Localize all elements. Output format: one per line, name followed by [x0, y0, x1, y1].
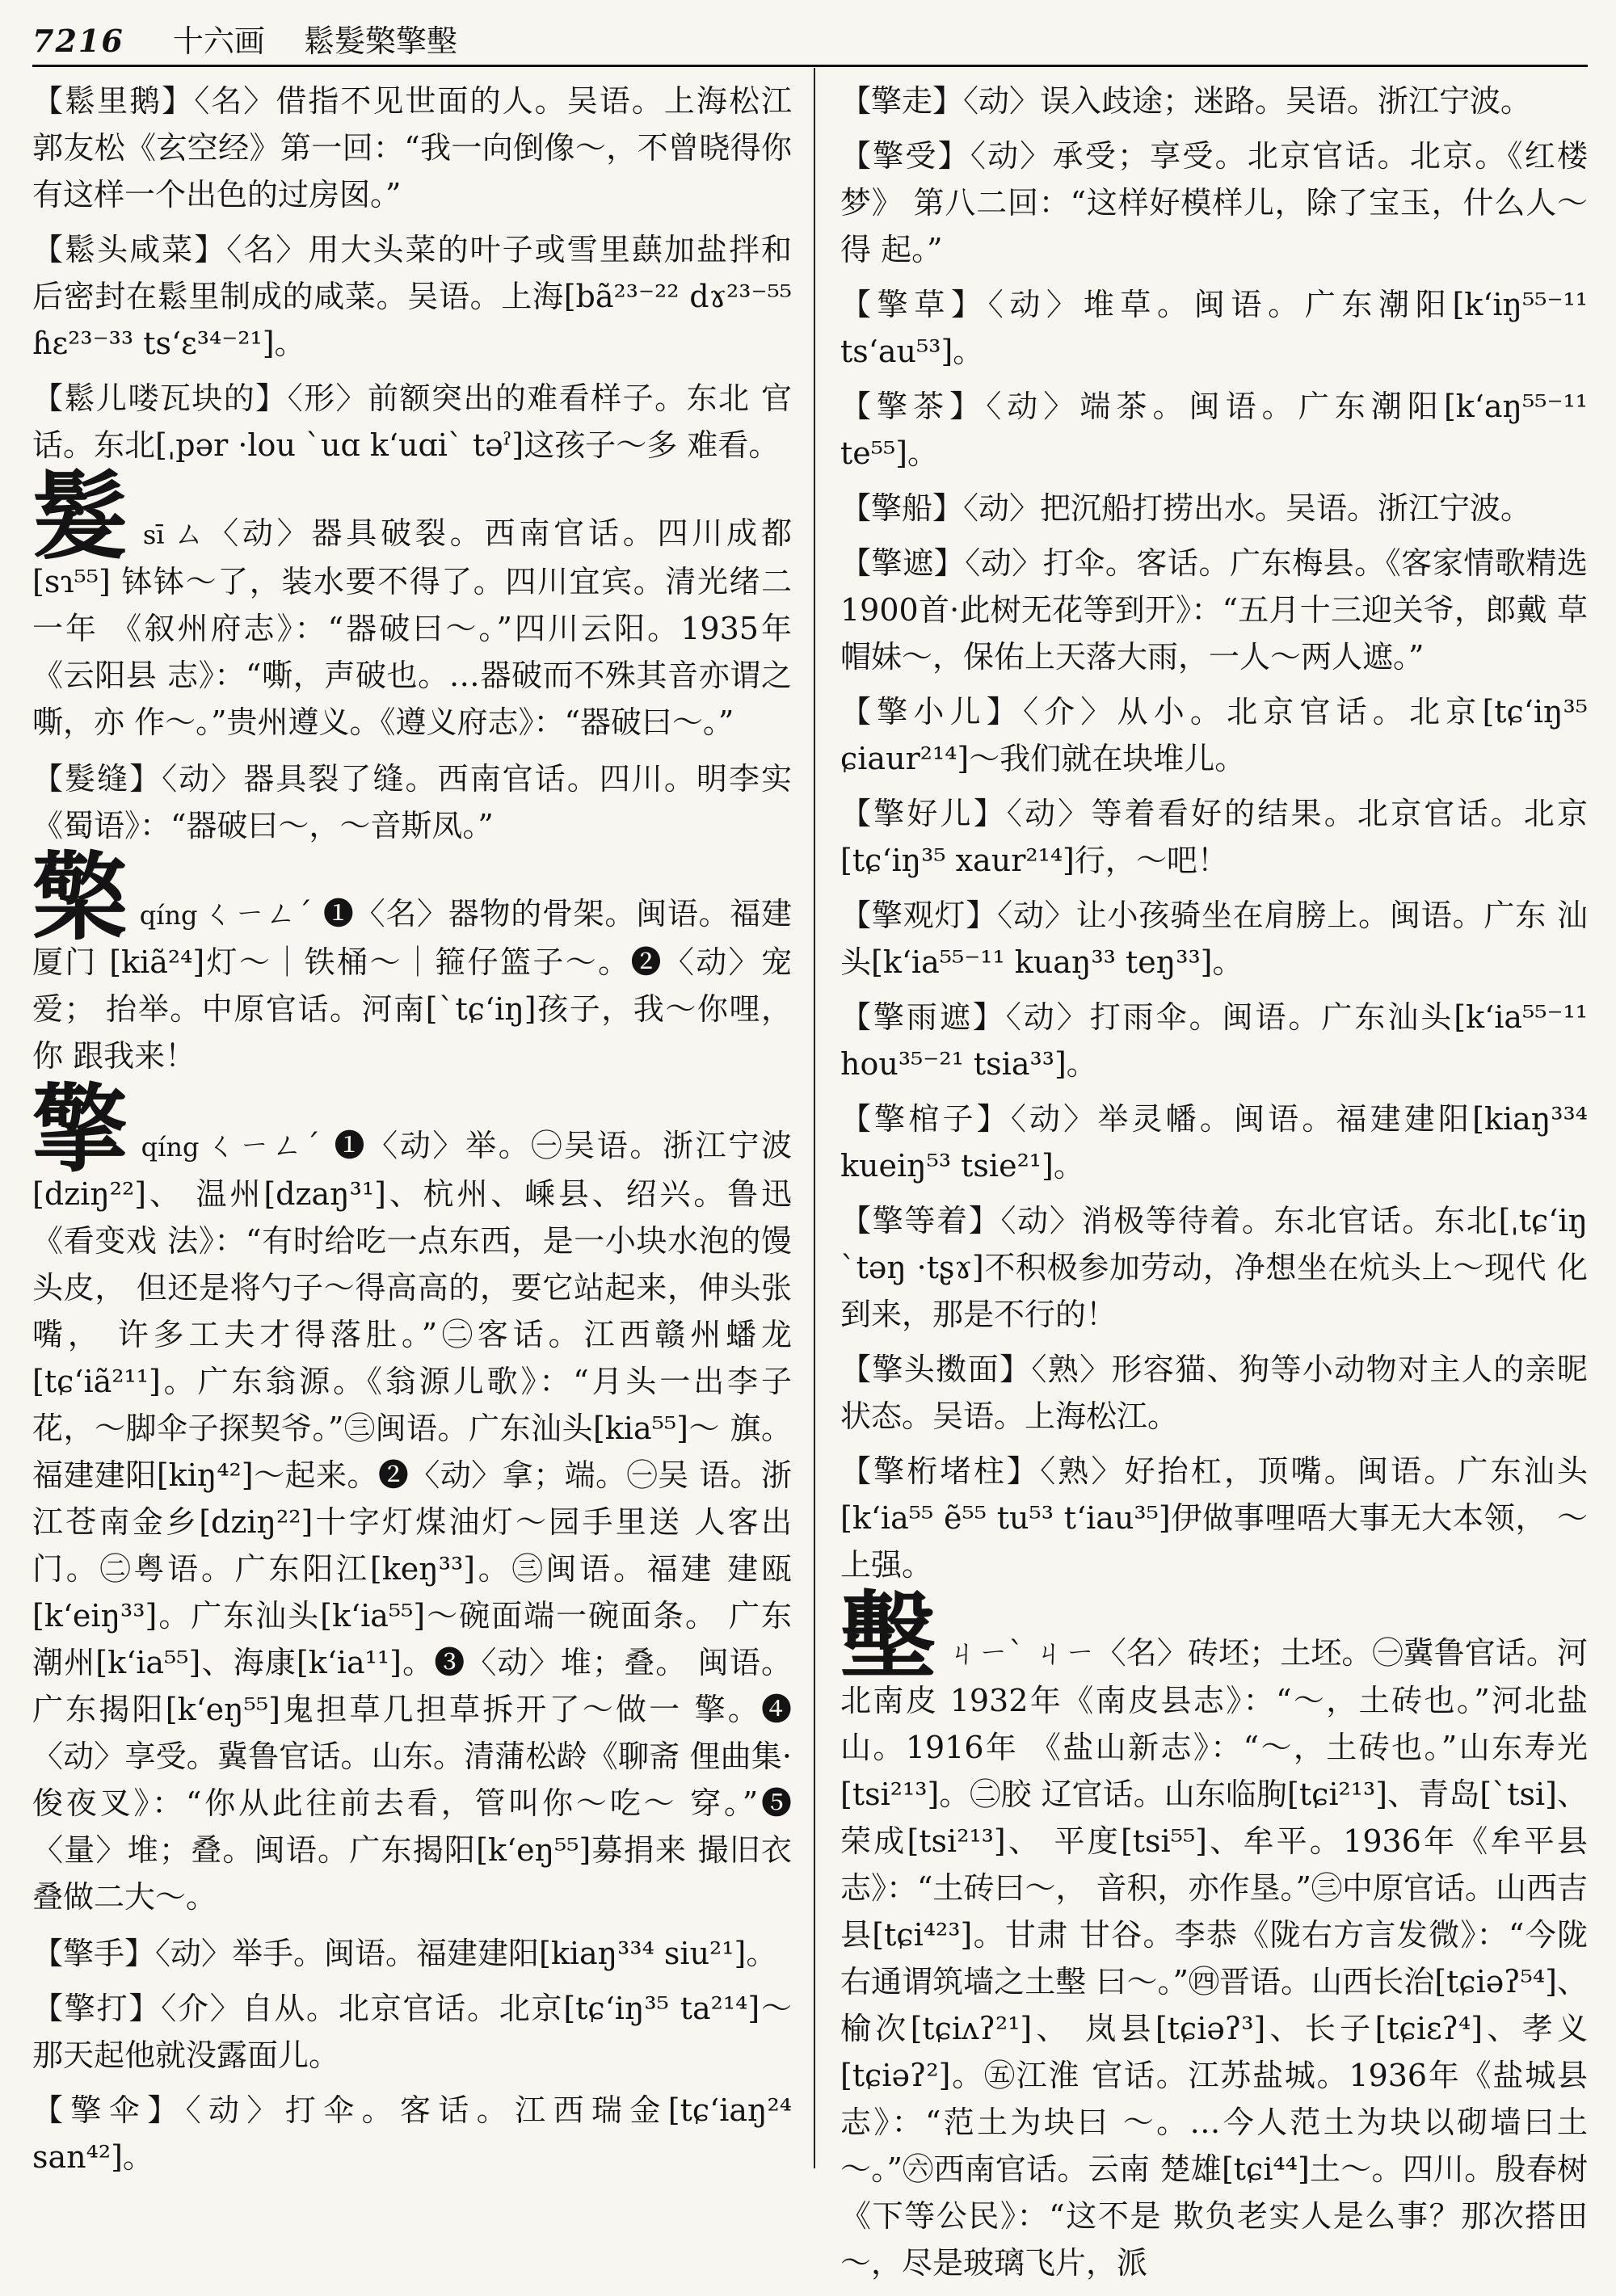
dictionary-entry: 【擎好儿】〈动〉等着看好的结果。北京官话。北京 [tɕʻiŋ³⁵ xaur²¹⁴]行，～吧！ — [840, 796, 1588, 878]
headword-character: 墼 — [840, 1580, 936, 1693]
character-entry — [840, 1580, 1588, 2286]
dictionary-entry: 【鬆头咸菜】〈名〉用大头菜的叶子或雪里蕻加盐拌和 后密封在鬆里制成的咸菜。吴语。上海[bã²³⁻²² dɤ²³⁻⁵⁵ ɦɛ²³⁻³³ tsʻɛ³⁴⁻²¹]。 — [32, 232, 792, 361]
stroke-section: 十六画 — [172, 23, 265, 59]
dictionary-entry: 【擎头擞面】〈熟〉形容猫、狗等小动物对主人的亲昵 状态。吴语。上海松江。 — [840, 1352, 1588, 1434]
character-entry — [32, 1073, 792, 1920]
dictionary-entry: 【擎桁堵柱】〈熟〉好抬杠，顶嘴。闽语。广东汕头 [kʻia⁵⁵ ẽ⁵⁵ tu⁵³ tʻiau³⁵]伊做事哩唔大事无大本领， ～上强。 — [840, 1453, 1588, 1583]
definition-text: ㄑㄧㄥˊ ❶〈名〉器物的骨架。闽语。福建厦门 [kiã²⁴]灯～｜铁桶～｜箍仔篮子～。❷〈动〉宠爱； 抬举。中原官话。河南[ˋtɕʻiŋ]孩子，我～你哩，你 跟我来！ — [32, 896, 792, 1074]
pinyin: sī — [142, 519, 165, 550]
definition-text: ㄙ〈动〉器具破裂。西南官话。四川成都[sɿ⁵⁵] 钵钵～了，装水要不得了。四川宜宾。清光绪二一年 《叙州府志》：“器破曰～。”四川云阳。1935年《云阳县 志》：“嘶，声破也。…器破而不殊其音亦谓之嘶，亦 作～。”贵州遵义。《遵义府志》：“器破曰～。” — [32, 515, 792, 740]
dictionary-entry: 【鬆里鹅】〈名〉借指不见世面的人。吴语。上海松江 郭友松《玄空经》第一回：“我一向倒像～，不曾晓得你 有这样一个出色的过房囡。” — [32, 83, 792, 212]
dictionary-entry: 【髮缝】〈动〉器具裂了缝。西南官话。四川。明李实 《蜀语》：“器破曰～，～音斯凤。” — [32, 761, 792, 843]
headword-character: 髮 — [32, 460, 132, 573]
dictionary-entry: 【擎雨遮】〈动〉打雨伞。闽语。广东汕头[kʻia⁵⁵⁻¹¹ hou³⁵⁻²¹ tsia³³]。 — [840, 999, 1588, 1082]
headword-character: 檠 — [32, 841, 128, 953]
dictionary-entry: 【擎船】〈动〉把沉船打捞出水。吴语。浙江宁波。 — [840, 490, 1532, 526]
definition-text: ㄐㄧˋ ㄐㄧ〈名〉砖坯；土坯。㊀冀鲁官话。河北南皮 1932年《南皮县志》：“～，土砖也。”河北盐山。1916年 《盐山新志》：“～，土砖也。”山东寿光[tsi²¹³]。㊁胶 辽官话。山东临朐[tɕi²¹³]、青岛[ˋtsi]、荣成[tsi²¹³]、 平度[tsi⁵⁵]、牟平。1936年《牟平县志》：“土砖曰～， 音积，亦作垦。”㊂中原官话。山西吉县[tɕi⁴²³]。甘肃 甘谷。李恭《陇右方言发微》：“今陇右通谓筑墙之土墼 曰～。”㊃晋语。山西长治[tɕiəʔ⁵⁴]、榆次[tɕiʌʔ²¹]、 岚县[tɕiəʔ³]、长子[tɕiɛʔ⁴]、孝义[tɕiəʔ²]。㊄江淮 官话。江苏盐城。1936年《盐城县志》：“范土为块曰 ～。…今人范土为块以砌墙曰土～。”㊅西南官话。云南 楚雄[tɕi⁴⁴]土～。四川。殷春树《下等公民》：“这不是 欺负老实人是么事？那次搭田～，尽是玻璃飞片，派 — [840, 1635, 1588, 2281]
pinyin: qíng — [141, 1132, 200, 1163]
dictionary-entry: 【擎遮】〈动〉打伞。客话。广东梅县。《客家情歌精选 1900首·此树无花等到开》：“五月十三迎关爷，郎戴 草帽妹～，保佑上天落大雨，一人～两人遮。” — [840, 545, 1588, 675]
dictionary-entry: 【擎走】〈动〉误入歧途；迷路。吴语。浙江宁波。 — [840, 83, 1532, 119]
dictionary-entry: 【擎打】〈介〉自从。北京官话。北京[tɕʻiŋ³⁵ ta²¹⁴]～ 那天起他就没露面儿。 — [32, 1991, 792, 2073]
headword-character: 擎 — [32, 1073, 130, 1185]
dictionary-entry: 【擎等着】〈动〉消极等待着。东北官话。东北[ˌtɕʻiŋ ˋtəŋ ·tʂɤ]不积极参加劳动，净想坐在炕头上～现代 化到来，那是不行的！ — [840, 1203, 1588, 1332]
definition-text: ㄑㄧㄥˊ ❶〈动〉举。㊀吴语。浙江宁波[dziŋ²²]、 温州[dzaŋ³¹]、杭州、嵊县、绍兴。鲁迅《看变戏 法》：“有时给吃一点东西，是一小块水泡的馒头皮， 但还是将勺子～得高高的，要它站起来，伸头张嘴， 许多工夫才得落肚。”㊁客话。江西赣州蟠龙 [tɕʻiã²¹¹]。广东翁源。《翁源儿歌》：“月头一出李子 花，～脚伞子探契爷。”㊂闽语。广东汕头[kia⁵⁵]～ 旗。福建建阳[kiŋ⁴²]～起来。❷〈动〉拿；端。㊀吴 语。浙江苍南金乡[dziŋ²²]十字灯煤油灯～园手里送 人客出门。㊁粤语。广东阳江[keŋ³³]。㊂闽语。福建 建瓯[kʻeiŋ³³]。广东汕头[kʻia⁵⁵]～碗面端一碗面条。 广东潮州[kʻia⁵⁵]、海康[kʻia¹¹]。❸〈动〉堆；叠。 闽语。广东揭阳[kʻeŋ⁵⁵]鬼担草几担草拆开了～做一 擎。❹〈动〉享受。冀鲁官话。山东。清蒲松龄《聊斋 俚曲集·俊夜叉》：“你从此往前去看，管叫你～吃～ 穿。”❺〈量〉堆；叠。闽语。广东揭阳[kʻeŋ⁵⁵]募捐来 撮旧衣叠做二大～。 — [32, 1128, 792, 1915]
character-entry — [32, 460, 792, 746]
header-characters: 鬆髮檠擎墼 — [303, 23, 457, 59]
dictionary-entry: 【鬆儿喽瓦块的】〈形〉前额突出的难看样子。东北 官话。东北[ˌpər ·lou ˋuɑ kʻuɑiˋ təˀ]这孩子～多 难看。 — [32, 381, 792, 463]
dictionary-entry: 【擎小儿】〈介〉从小。北京官话。北京[tɕʻiŋ³⁵ ɕiaur²¹⁴]～我们就在块堆儿。 — [840, 694, 1588, 776]
dictionary-entry: 【擎伞】〈动〉打伞。客话。江西瑞金[tɕʻiaŋ²⁴ san⁴²]。 — [32, 2092, 792, 2175]
column-divider — [814, 68, 815, 2168]
dictionary-entry: 【擎草】〈动〉堆草。闽语。广东潮阳[kʻiŋ⁵⁵⁻¹¹ tsʻau⁵³]。 — [840, 287, 1588, 369]
dictionary-entry: 【擎受】〈动〉承受；享受。北京官话。北京。《红楼梦》 第八二回：“这样好模样儿，除了宝玉，什么人～得 起。” — [840, 138, 1588, 267]
pinyin: qíng — [139, 900, 198, 931]
left-column — [32, 78, 792, 2189]
dictionary-entry: 【擎观灯】〈动〉让小孩骑坐在肩膀上。闽语。广东 汕头[kʻia⁵⁵⁻¹¹ kuaŋ³³ teŋ³³]。 — [840, 898, 1588, 980]
character-entry — [32, 841, 792, 1079]
right-column — [840, 78, 1588, 2296]
page-header — [32, 18, 1588, 67]
dictionary-entry: 【擎手】〈动〉举手。闽语。福建建阳[kiaŋ³³⁴ siu²¹]。 — [32, 1936, 777, 1971]
dictionary-entry: 【擎茶】〈动〉端茶。闽语。广东潮阳[kʻaŋ⁵⁵⁻¹¹ te⁵⁵]。 — [840, 389, 1588, 471]
dictionary-entry: 【擎棺子】〈动〉举灵幡。闽语。福建建阳[kiaŋ³³⁴ kueiŋ⁵³ tsie²¹]。 — [840, 1101, 1588, 1184]
page-number: 7216 — [32, 23, 124, 59]
